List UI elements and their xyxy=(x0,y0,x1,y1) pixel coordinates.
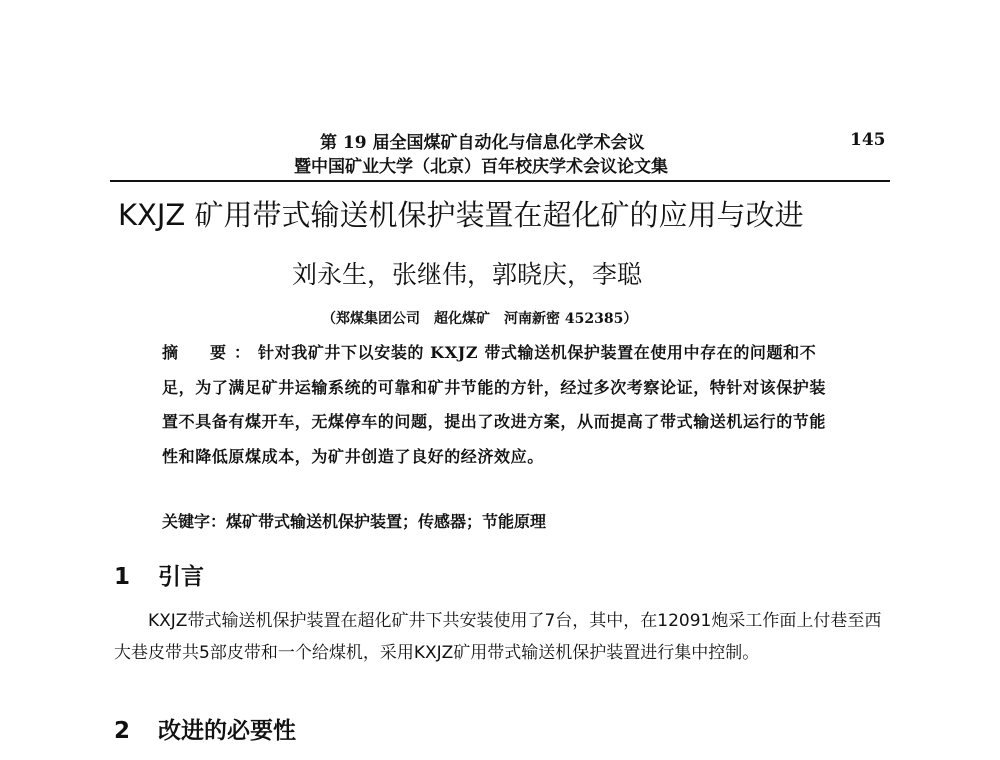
paper-title: KXJZ 矿用带式输送机保护装置在超化矿的应用与改进 xyxy=(118,198,804,232)
keywords-label: 关键字： xyxy=(162,512,227,531)
section-2-title: 改进的必要性 xyxy=(158,718,296,744)
conference-header-line2: 暨中国矿业大学（北京）百年校庆学术会议论文集 xyxy=(294,157,668,177)
keywords xyxy=(162,509,546,532)
section-2-number: 2 xyxy=(114,718,131,744)
abstract-label: 摘 要： xyxy=(162,343,259,362)
section-1-title: 引言 xyxy=(158,564,204,590)
header-rule xyxy=(110,180,890,182)
section-1-number: 1 xyxy=(114,564,131,590)
abstract-text: 针对我矿井下以安装的 KXJZ 带式输送机保护装置在使用中存在的问题和不足，为了满足矿井运输系统的可靠和矿井节能的方针，经过多次考察论证，特针对该保护装置不具备有煤开车，无煤停车的问题，提出了改进方案，从而提高了带式输送机运行的节能性和降低原煤成本，为矿井创造了良好的经济效应。 xyxy=(162,343,827,466)
paper-authors: 刘永生，张继伟，郭晓庆，李聪 xyxy=(292,260,643,289)
section-1-heading xyxy=(114,558,204,591)
page-number: 145 xyxy=(850,130,886,150)
conference-header-line1: 第 19 届全国煤矿自动化与信息化学术会议 xyxy=(320,133,645,153)
keywords-text: 煤矿带式输送机保护装置；传感器；节能原理 xyxy=(226,512,547,531)
abstract xyxy=(162,336,842,474)
section-2-heading xyxy=(114,712,296,745)
paper-affiliation: （郑煤集团公司 超化煤矿 河南新密 452385） xyxy=(322,311,638,327)
section-1-paragraph: KXJZ带式输送机保护装置在超化矿井下共安装使用了7台，其中，在12091炮采工作面上付巷至西大巷皮带共5部皮带和一个给煤机，采用KXJZ矿用带式输送机保护装置进行集中控制。 xyxy=(114,611,882,663)
